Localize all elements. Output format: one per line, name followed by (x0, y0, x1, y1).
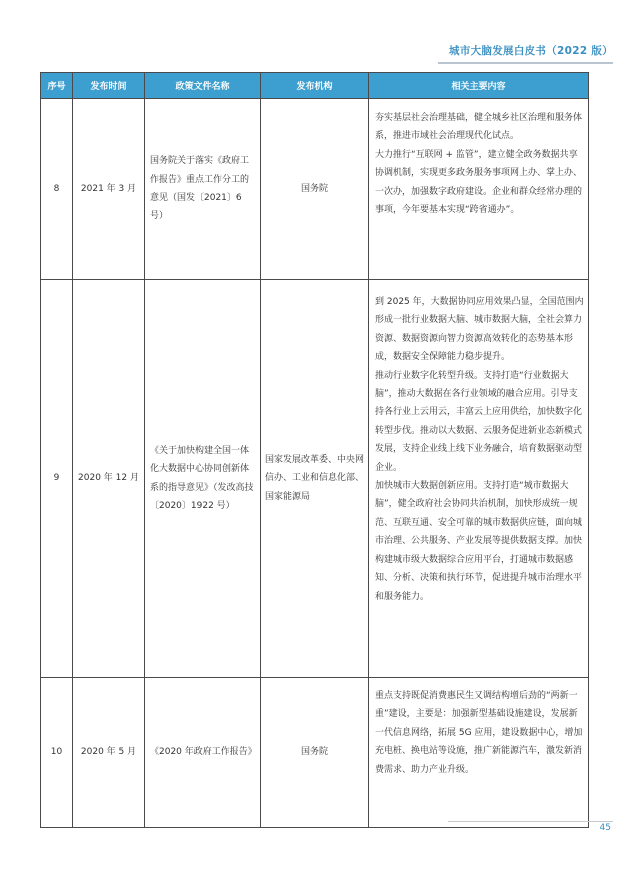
content-paragraph: 夯实基层社会治理基础，健全城乡社区治理和服务体系，推进市域社会治理现代化试点。 (375, 113, 583, 142)
table-header-row (41, 73, 589, 99)
header-cell-no: 序号 (41, 73, 73, 99)
content-paragraph: 到 2025 年，大数据协同应用效果凸显，全国范围内形成一批行业数据大脑、城市数据大脑，全社会算力资源、数据资源向智力资源高效转化的态势基本形成，数据安全保障能力稳步提升。 (375, 297, 584, 363)
content-paragraph: 大力推行“互联网 + 监管”，建立健全政务数据共享协调机制，实现更多政务服务事项网上办、掌上办、一次办，加强数字政府建设。企业和群众经常办理的事项，今年要基本实现“跨省通办”。 (375, 149, 583, 216)
header-cell-organization: 发布机构 (261, 73, 369, 99)
policy-document-text: 国务院关于落实《政府工作报告》重点工作分工的意见（国发〔2021〕6 号） (150, 156, 250, 222)
header-cell-date: 发布时间 (73, 73, 145, 99)
content-paragraph: 重点支持既促消费惠民生又调结构增后劲的“两新一重”建设，主要是：加强新型基础设施建设，发展新一代信息网络，拓展 5G 应用，建设数据中心，增加充电桩、换电站等设施，推广新能源汽车，激发新消费需求、助力产业升级。 (375, 691, 583, 775)
release-date: 2020 年 5 月 (73, 678, 145, 828)
header-cell-document: 政策文件名称 (145, 73, 261, 99)
main-content (369, 280, 589, 678)
document-header-title: 城市大脑发展白皮书（2022 版） (449, 45, 613, 57)
issuing-organization (261, 280, 369, 678)
table-row (41, 99, 589, 280)
header-divider (438, 62, 613, 64)
release-date: 2020 年 12 月 (73, 280, 145, 678)
policy-document-name (145, 99, 261, 280)
page-number: 45 (599, 823, 611, 833)
table-row (41, 678, 589, 828)
issuing-organization: 国务院 (261, 99, 369, 280)
issuing-organization: 国务院 (261, 678, 369, 828)
content-paragraph: 推动行业数字化转型升级。支持打造“行业数据大脑”，推动大数据在各行业领域的融合应用。引导支持各行业上云用云，丰富云上应用供给，加快数字化转型步伐。推动以大数据、云服务促进新业态新模式发展，支持企业线上线下业务融合，培育数据驱动型企业。 (375, 370, 583, 473)
policy-document-text: 《2020 年政府工作报告》 (150, 747, 257, 758)
policy-document-name (145, 280, 261, 678)
row-number: 8 (41, 99, 73, 280)
policy-table (40, 72, 589, 828)
policy-document-text: 《关于加快构建全国一体化大数据中心协同创新体系的指导意见》（发改高技〔2020〕1922 号） (150, 445, 254, 511)
header-cell-content: 相关主要内容 (369, 73, 589, 99)
main-content (369, 99, 589, 280)
policy-document-name (145, 678, 261, 828)
footer-divider (448, 821, 613, 822)
release-date: 2021 年 3 月 (73, 99, 145, 280)
issuing-organization-text: 国家发展改革委、中央网信办、工业和信息化部、国家能源局 (265, 454, 365, 502)
main-content (369, 678, 589, 828)
table-row (41, 280, 589, 678)
content-paragraph: 加快城市大数据创新应用。支持打造“城市数据大脑”，健全政府社会协同共治机制，加快形成统一规范、互联互通、安全可靠的城市数据供应链，面向城市治理、公共服务、产业发展等提供数据支撑。加快构建城市级大数据综合应用平台，打通城市数据感知、分析、决策和执行环节，促进提升城市治理水平和服务能力。 (375, 481, 583, 602)
row-number: 10 (41, 678, 73, 828)
row-number: 9 (41, 280, 73, 678)
